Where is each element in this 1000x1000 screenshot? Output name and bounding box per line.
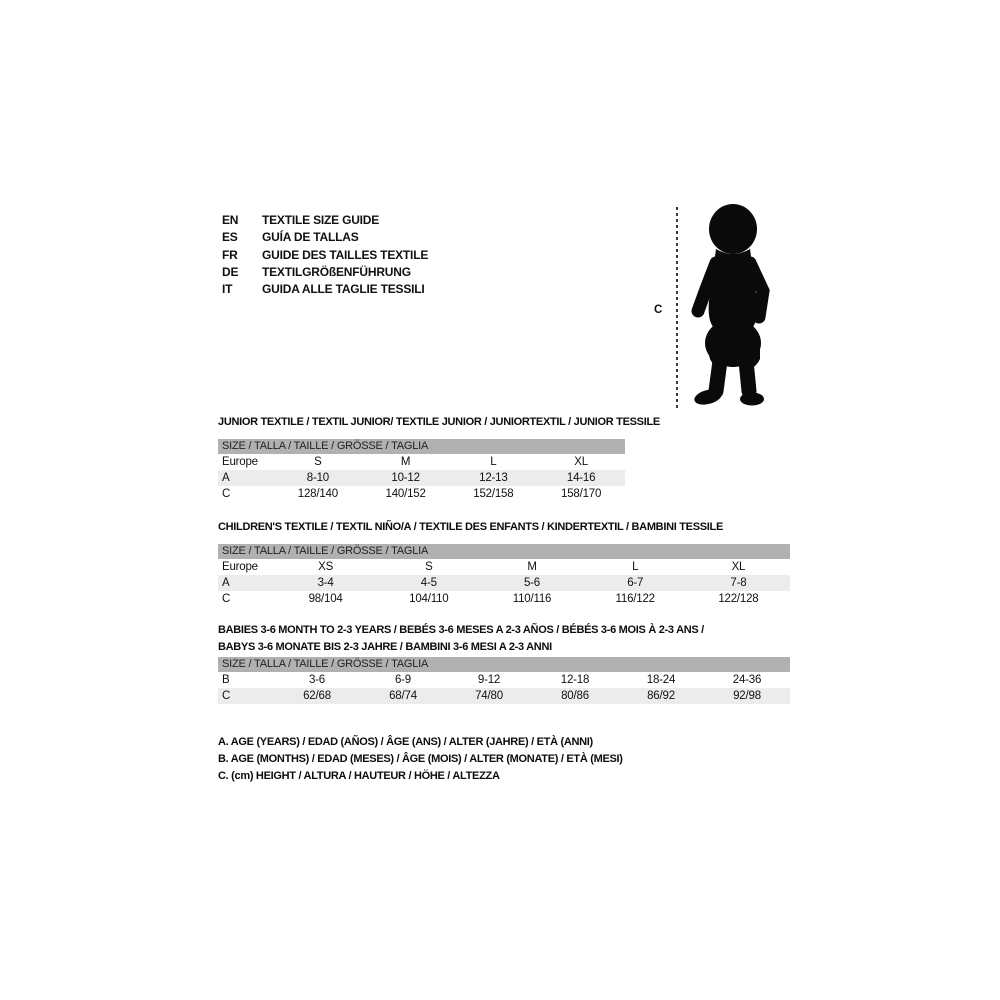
height-cell: 152/158 [473,488,514,500]
size-cell: M [400,456,411,468]
table-row [218,575,790,591]
language-code: EN [222,213,239,227]
table-title-block [218,624,790,653]
row-label: Europe [222,561,258,573]
language-row [222,281,428,298]
size-cell: XS [318,561,334,573]
height-cell: 140/152 [385,488,426,500]
age-cell: 8-10 [306,472,329,484]
age-cell: 14-16 [566,472,596,484]
language-code: DE [222,264,239,279]
size-header-bar: SIZE / TALLA / TAILLE / GRÖSSE / TAGLIA [218,657,790,672]
height-cell: 128/140 [297,488,338,500]
size-cell: S [425,561,433,573]
language-row [222,247,428,264]
height-cell: 98/104 [308,593,343,605]
size-cell: L [632,561,639,573]
language-row [222,229,428,246]
table-row [218,470,625,486]
row-label: C [222,488,231,500]
height-cell: 74/80 [475,690,503,702]
age-cell: 6-7 [627,577,644,589]
age-cell: 3-4 [317,577,334,589]
table-row [218,672,790,688]
age-cell: 7-8 [730,577,747,589]
childrens-textile-section [218,521,790,607]
height-cell: 68/74 [389,690,417,702]
guide-title: TEXTILGRÖßENFÜHRUNG [262,264,411,279]
table-row [218,591,790,607]
table-row [218,454,625,470]
age-cell: 24-36 [732,674,762,686]
height-measure-label: C [654,304,663,316]
table-title: BABIES 3-6 MONTH TO 2-3 YEARS / BEBÉS 3-6 MESES A 2-3 AÑOS / BÉBÉS 3-6 MOIS À 2-3 ANS / [218,624,704,636]
legend-notes [218,734,623,786]
junior-textile-section [218,416,660,502]
age-cell: 12-13 [479,472,508,484]
language-code: ES [222,230,238,245]
language-title-list [222,212,428,298]
height-cell: 122/128 [718,593,759,605]
height-cell: 104/110 [409,593,449,605]
age-cell: 4-5 [420,577,437,589]
height-cell: 92/98 [733,690,761,702]
table-row [218,559,790,575]
guide-title: GUIDE DES TAILLES TEXTILE [262,247,429,262]
table-row [218,486,625,502]
table-title-line2: BABYS 3-6 MONATE BIS 2-3 JAHRE / BAMBINI 3-6 MESI A 2-3 ANNI [218,641,552,653]
age-cell: 3-6 [308,674,326,686]
footnote-age-months: B. AGE (MONTHS) / EDAD (MESES) / ÂGE (MOIS) / ALTER (MONATE) / ETÀ (MESI) [218,753,623,766]
height-cell: 80/86 [561,690,589,702]
size-cell: M [527,561,537,573]
size-cell: S [314,456,322,468]
size-cell: L [490,456,497,468]
footnote-height: C. (cm) HEIGHT / ALTURA / HAUTEUR / HÖHE / ALTEZZA [218,770,500,783]
age-cell: 5-6 [523,577,541,589]
babies-textile-section [218,624,790,704]
size-cell: XL [574,456,588,468]
footnote-age-years: A. AGE (YEARS) / EDAD (AÑOS) / ÂGE (ANS) / ALTER (JAHRE) / ETÀ (ANNI) [218,736,593,748]
height-dashed-line [676,207,678,408]
row-label: B [222,674,230,686]
height-cell: 86/92 [647,690,675,702]
age-cell: 18-24 [646,674,676,686]
language-code: FR [222,247,238,262]
size-cell: XL [731,561,746,573]
height-cell: 116/122 [615,593,655,605]
row-label: Europe [222,456,258,468]
toddler-silhouette-icon [686,203,780,409]
age-cell: 9-12 [477,674,501,686]
language-row [222,264,428,281]
guide-title: TEXTILE SIZE GUIDE [262,213,380,227]
age-cell: 10-12 [391,472,420,484]
height-cell: 110/116 [512,593,552,605]
language-row [222,212,428,229]
size-header-bar: SIZE / TALLA / TAILLE / GRÖSSE / TAGLIA [218,544,790,559]
row-label: A [222,472,230,484]
row-label: A [222,577,230,589]
language-code: IT [222,282,233,297]
row-label: C [222,690,231,702]
height-cell: 158/170 [561,488,602,500]
table-title: JUNIOR TEXTILE / TEXTIL JUNIOR/ TEXTILE JUNIOR / JUNIORTEXTIL / JUNIOR TESSILE [218,416,660,428]
age-cell: 6-9 [394,674,412,686]
row-label: C [222,593,231,605]
table-title: CHILDREN'S TEXTILE / TEXTIL NIÑO/A / TEXTILE DES ENFANTS / KINDERTEXTIL / BAMBINI TESSILE [218,521,723,533]
guide-title: GUIDA ALLE TAGLIE TESSILI [262,282,425,297]
guide-title: GUÍA DE TALLAS [262,230,359,245]
height-cell: 62/68 [303,690,331,702]
table-row [218,688,790,704]
size-header-bar: SIZE / TALLA / TAILLE / GRÖSSE / TAGLIA [218,439,625,454]
age-cell: 12-18 [560,674,590,686]
